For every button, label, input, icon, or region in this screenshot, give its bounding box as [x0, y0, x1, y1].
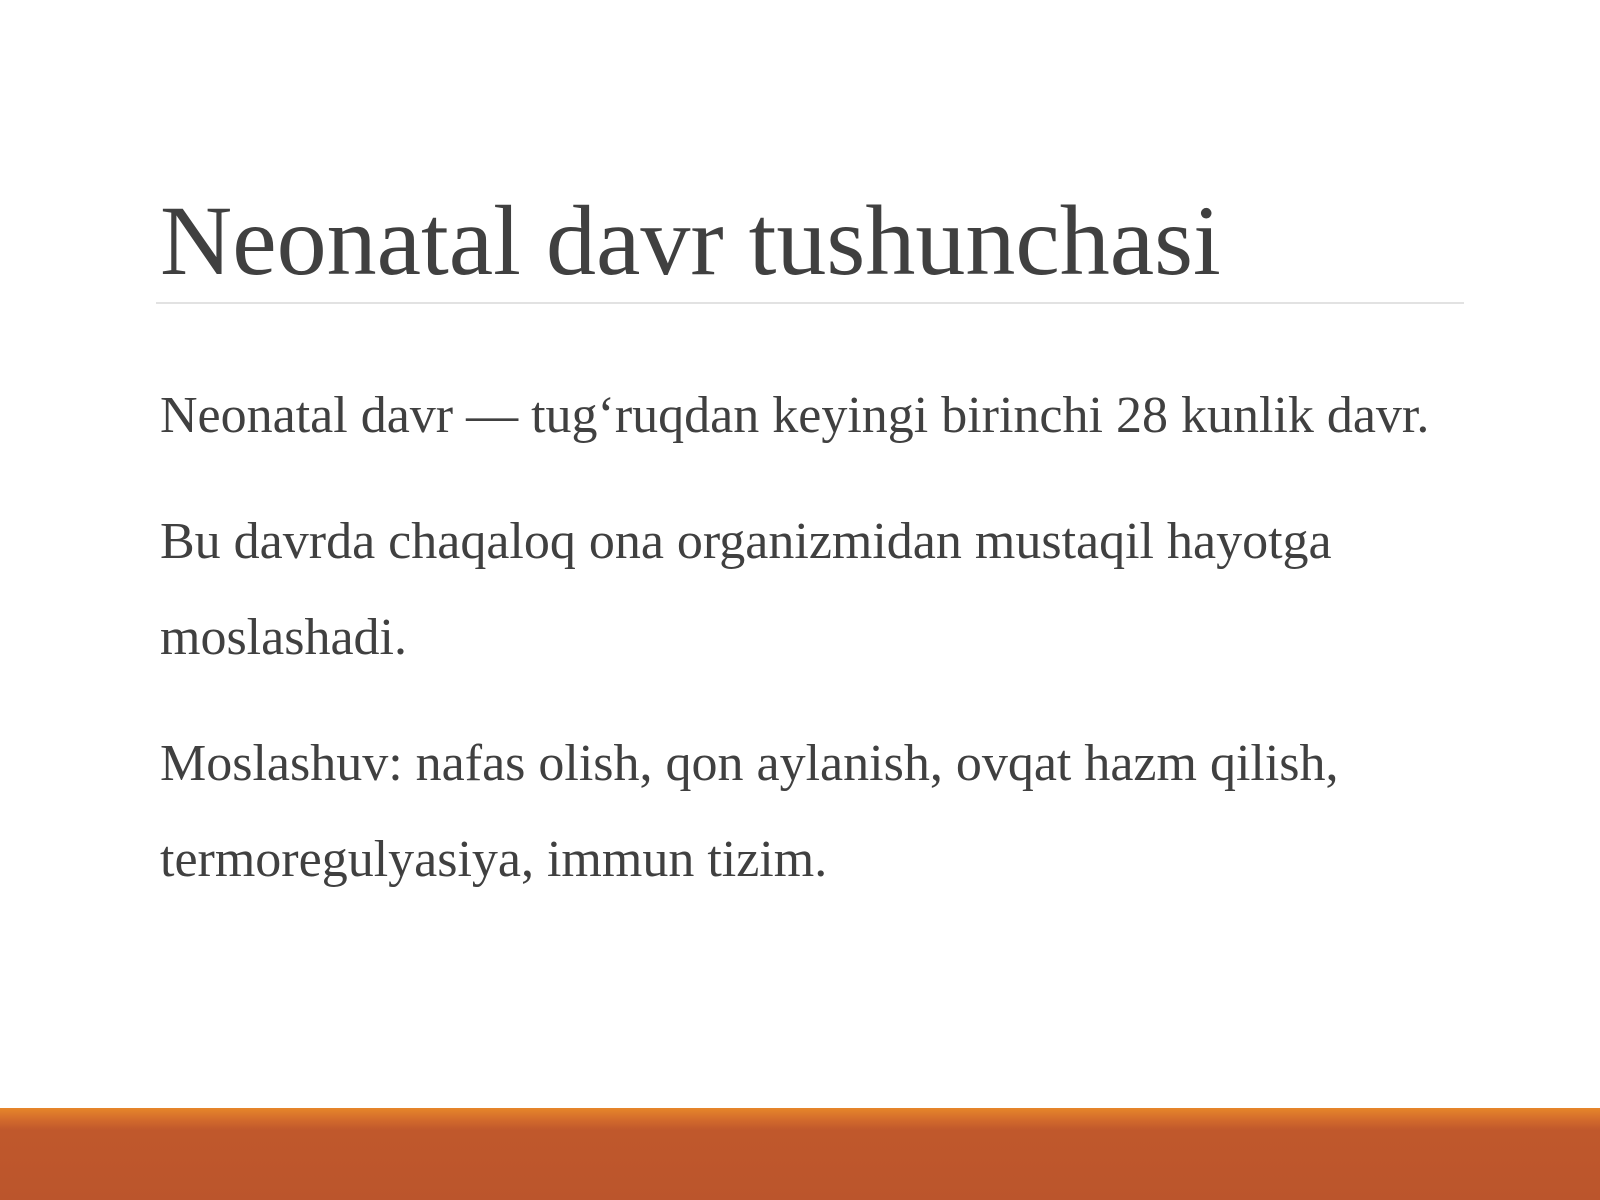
- paragraph-adaptation: Bu davrda chaqaloq ona organizmidan mustaqil hayotga moslashadi.: [160, 513, 1332, 666]
- slide-title: Neonatal davr tushunchasi: [160, 185, 1221, 296]
- footer-accent-band: [0, 1108, 1600, 1200]
- paragraph-systems: Moslashuv: nafas olish, qon aylanish, ovqat hazm qilish, termoregulyasiya, immun tizim.: [160, 735, 1339, 888]
- paragraph-definition: Neonatal davr — tug‘ruqdan keyingi birinchi 28 kunlik davr.: [160, 387, 1430, 444]
- title-divider: [156, 302, 1464, 304]
- slide-body: [160, 368, 1480, 938]
